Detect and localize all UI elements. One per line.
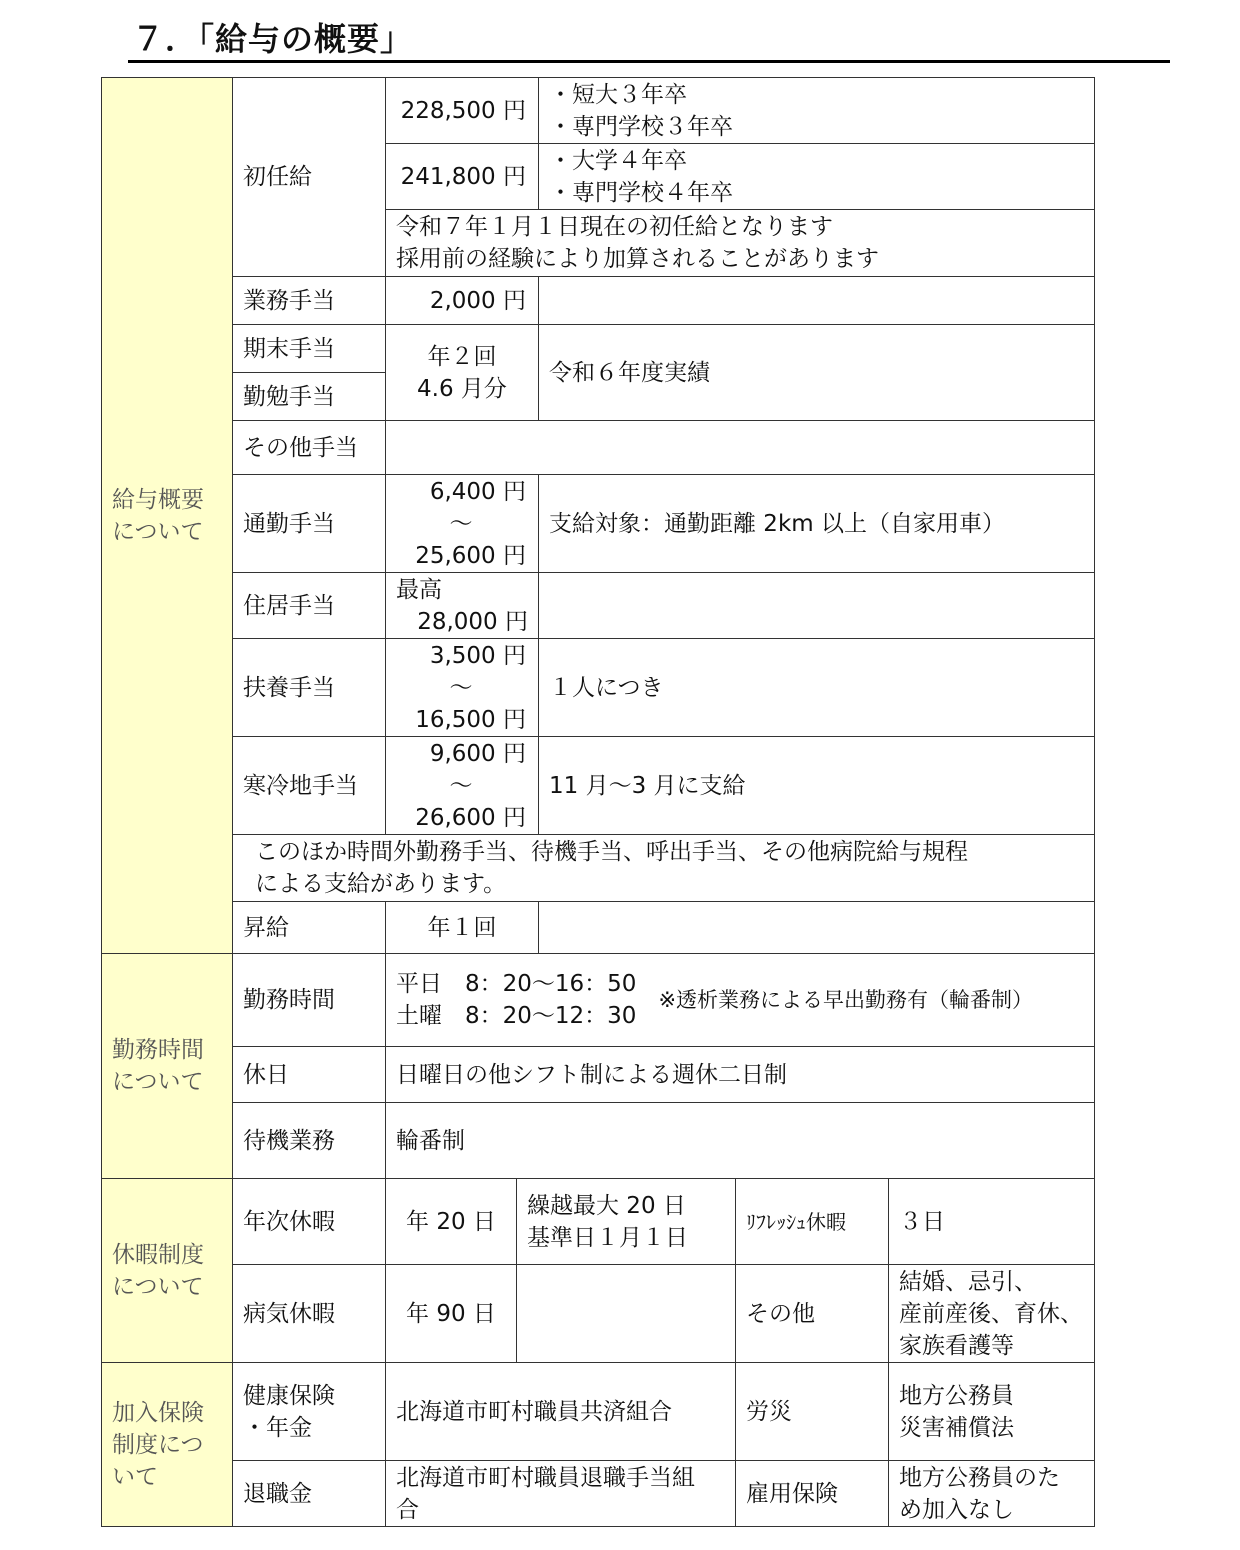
housing-allowance-label: 住居手当 — [243, 592, 335, 619]
business-allowance-label: 業務手当 — [243, 287, 335, 314]
page-title: ７．「給与の概要」 — [132, 20, 414, 58]
starting-salary-label-cell — [232, 77, 386, 277]
title-underline — [128, 60, 1170, 63]
health-insurance-value: 北海道市町村職員共済組合 — [396, 1398, 672, 1425]
workers-accident-label: 労災 — [746, 1398, 792, 1425]
commute-allowance-max: 25,600 円 — [415, 542, 526, 569]
starting-salary-remark-2: 採用前の経験により加算されることがあります — [396, 246, 879, 272]
dependent-allowance-label-cell — [232, 638, 386, 737]
sick-leave-days-cell — [385, 1264, 517, 1363]
employment-insurance-line-2: め加入なし — [899, 1496, 1014, 1523]
holiday-value-cell — [385, 1046, 1095, 1103]
starting-salary-note-2a: ・大学４年卒 — [549, 147, 687, 174]
starting-salary-amount-1: 228,500 円 — [400, 97, 526, 124]
employment-insurance-value-cell — [888, 1460, 1095, 1527]
term-end-allowance-label: 期末手当 — [243, 335, 335, 362]
annual-leave-label-cell — [232, 1178, 386, 1265]
starting-salary-amount-1-cell — [385, 77, 539, 144]
starting-salary-amount-2-cell — [385, 143, 539, 210]
business-allowance-label-cell — [232, 276, 386, 325]
work-hours-label: 勤務時間 — [243, 987, 335, 1013]
commute-allowance-note-cell — [538, 474, 1095, 573]
pay-raise-label: 昇給 — [243, 914, 289, 941]
bonus-note: 令和６年度実績 — [549, 359, 710, 386]
sick-leave-label: 病気休暇 — [243, 1300, 335, 1327]
cold-region-allowance-amount-cell — [385, 736, 539, 835]
retirement-label-cell — [232, 1460, 386, 1527]
starting-salary-note-1b: ・専門学校３年卒 — [549, 113, 733, 140]
health-insurance-label-2: ・年金 — [243, 1414, 312, 1441]
pay-raise-value-cell — [385, 901, 539, 954]
business-allowance-amount: 2,000 円 — [429, 287, 526, 314]
commute-allowance-min: 6,400 円 — [429, 478, 526, 505]
other-leave-label: その他 — [746, 1300, 815, 1327]
bonus-amount-times: 年２回 — [427, 343, 497, 370]
employment-insurance-line-1: 地方公務員のた — [899, 1464, 1060, 1491]
other-allowance-blank-cell — [385, 420, 1095, 475]
section-leave — [101, 1178, 233, 1363]
starting-salary-amount-2: 241,800 円 — [400, 163, 526, 190]
starting-salary-note-1-cell — [538, 77, 1095, 144]
refresh-leave-days-cell — [888, 1178, 1095, 1265]
cold-region-allowance-note: 11 月～3 月に支給 — [549, 772, 746, 799]
cold-region-allowance-note-cell — [538, 736, 1095, 835]
commute-allowance-note: 支給対象：通勤距離 2km 以上（自家用車） — [549, 510, 1005, 537]
dependent-allowance-max: 16,500 円 — [415, 706, 526, 733]
pay-raise-value: 年１回 — [427, 914, 497, 941]
cold-region-allowance-label: 寒冷地手当 — [243, 772, 358, 799]
cold-region-allowance-tilde: ～ — [449, 772, 473, 799]
dependent-allowance-min: 3,500 円 — [429, 642, 526, 669]
diligence-allowance-label-cell — [232, 372, 386, 421]
housing-allowance-note-cell — [538, 572, 1095, 639]
section-insurance — [101, 1362, 233, 1527]
commute-allowance-label-cell — [232, 474, 386, 573]
starting-salary-remark-1: 令和７年１月１日現在の初任給となります — [396, 214, 833, 240]
dependent-allowance-label: 扶養手当 — [243, 674, 335, 701]
workers-accident-line-1: 地方公務員 — [899, 1382, 1014, 1409]
commute-allowance-tilde: ～ — [449, 510, 473, 537]
other-leave-line-2: 産前産後、育休、 — [899, 1300, 1083, 1327]
sick-leave-note-cell — [516, 1264, 736, 1363]
starting-salary-label: 初任給 — [243, 164, 312, 190]
refresh-leave-days: ３日 — [899, 1208, 945, 1235]
bonus-amount-cell — [385, 324, 539, 421]
annual-leave-note-cell — [516, 1178, 736, 1265]
cold-region-allowance-max: 26,600 円 — [415, 804, 526, 831]
extra-allowance-note-cell — [232, 834, 1095, 902]
cold-region-allowance-min: 9,600 円 — [429, 740, 526, 767]
retirement-label: 退職金 — [243, 1480, 312, 1507]
sick-leave-days: 年 90 日 — [406, 1300, 496, 1327]
commute-allowance-amount-cell — [385, 474, 539, 573]
retirement-line-2: 合 — [396, 1496, 419, 1523]
annual-leave-days: 年 20 日 — [406, 1208, 496, 1235]
dependent-allowance-amount-cell — [385, 638, 539, 737]
section-work-label: 勤務時間について — [112, 1037, 204, 1095]
work-hours-label-cell — [232, 953, 386, 1047]
section-leave-label: 休暇制度について — [112, 1241, 204, 1300]
dependent-allowance-note-cell — [538, 638, 1095, 737]
annual-leave-carryover: 繰越最大 20 日 — [527, 1192, 686, 1219]
pay-raise-note-cell — [538, 901, 1095, 954]
housing-allowance-label-cell — [232, 572, 386, 639]
employment-insurance-label: 雇用保険 — [746, 1480, 838, 1507]
standby-label: 待機業務 — [243, 1127, 335, 1154]
starting-salary-remark-cell — [385, 209, 1095, 277]
standby-label-cell — [232, 1102, 386, 1179]
business-allowance-amount-cell — [385, 276, 539, 325]
other-allowance-label: その他手当 — [243, 434, 358, 461]
workers-accident-label-cell — [735, 1362, 889, 1461]
other-leave-value-cell — [888, 1264, 1095, 1363]
health-insurance-value-cell — [385, 1362, 736, 1461]
work-hours-note: ※透析業務による早出勤務有（輪番制） — [658, 988, 1034, 1012]
cold-region-allowance-label-cell — [232, 736, 386, 835]
employment-insurance-label-cell — [735, 1460, 889, 1527]
section-work — [101, 953, 233, 1179]
other-leave-line-1: 結婚、忌引、 — [899, 1268, 1037, 1295]
starting-salary-note-1a: ・短大３年卒 — [549, 81, 687, 108]
holiday-label: 休日 — [243, 1061, 289, 1088]
holiday-label-cell — [232, 1046, 386, 1103]
other-allowance-label-cell — [232, 420, 386, 475]
term-end-allowance-label-cell — [232, 324, 386, 373]
health-insurance-label-1: 健康保険 — [243, 1382, 335, 1409]
standby-value-cell — [385, 1102, 1095, 1179]
housing-allowance-prefix: 最高 — [396, 576, 442, 603]
pay-raise-label-cell — [232, 901, 386, 954]
annual-leave-base-date: 基準日１月１日 — [527, 1224, 688, 1251]
housing-allowance-amount-cell — [385, 572, 539, 639]
standby-value: 輪番制 — [396, 1127, 465, 1154]
work-hours-saturday: 土曜 8：20～12：30 — [396, 1003, 637, 1029]
bonus-amount-months: 4.6 月分 — [417, 375, 507, 402]
extra-allowance-line-1: このほか時間外勤務手当、待機手当、呼出手当、その他病院給与規程 — [255, 839, 968, 865]
workers-accident-value-cell — [888, 1362, 1095, 1461]
retirement-line-1: 北海道市町村職員退職手当組 — [396, 1464, 695, 1491]
diligence-allowance-label: 勤勉手当 — [243, 383, 335, 410]
housing-allowance-amount: 28,000 円 — [417, 608, 528, 635]
section-insurance-label: 加入保険制度について — [112, 1399, 204, 1490]
other-leave-line-3: 家族看護等 — [899, 1332, 1014, 1359]
annual-leave-days-cell — [385, 1178, 517, 1265]
starting-salary-note-2-cell — [538, 143, 1095, 210]
work-hours-weekday: 平日 8：20～16：50 — [396, 971, 637, 997]
refresh-leave-label-cell — [735, 1178, 889, 1265]
holiday-value: 日曜日の他シフト制による週休二日制 — [396, 1061, 787, 1088]
commute-allowance-label: 通勤手当 — [243, 510, 335, 537]
workers-accident-line-2: 災害補償法 — [899, 1414, 1014, 1441]
retirement-value-cell — [385, 1460, 736, 1527]
section-salary — [101, 77, 233, 954]
business-allowance-note-cell — [538, 276, 1095, 325]
annual-leave-label: 年次休暇 — [243, 1208, 335, 1235]
refresh-leave-label: ﾘﾌﾚｯｼｭ休暇 — [746, 1209, 846, 1234]
other-leave-label-cell — [735, 1264, 889, 1363]
sick-leave-label-cell — [232, 1264, 386, 1363]
bonus-note-cell — [538, 324, 1095, 421]
dependent-allowance-tilde: ～ — [449, 674, 473, 701]
dependent-allowance-note: １人につき — [549, 674, 664, 701]
health-insurance-label-cell — [232, 1362, 386, 1461]
starting-salary-note-2b: ・専門学校４年卒 — [549, 179, 733, 206]
work-hours-value-cell — [385, 953, 1095, 1047]
extra-allowance-line-2: による支給があります。 — [255, 871, 507, 897]
section-salary-label: 給与概要について — [112, 486, 204, 545]
